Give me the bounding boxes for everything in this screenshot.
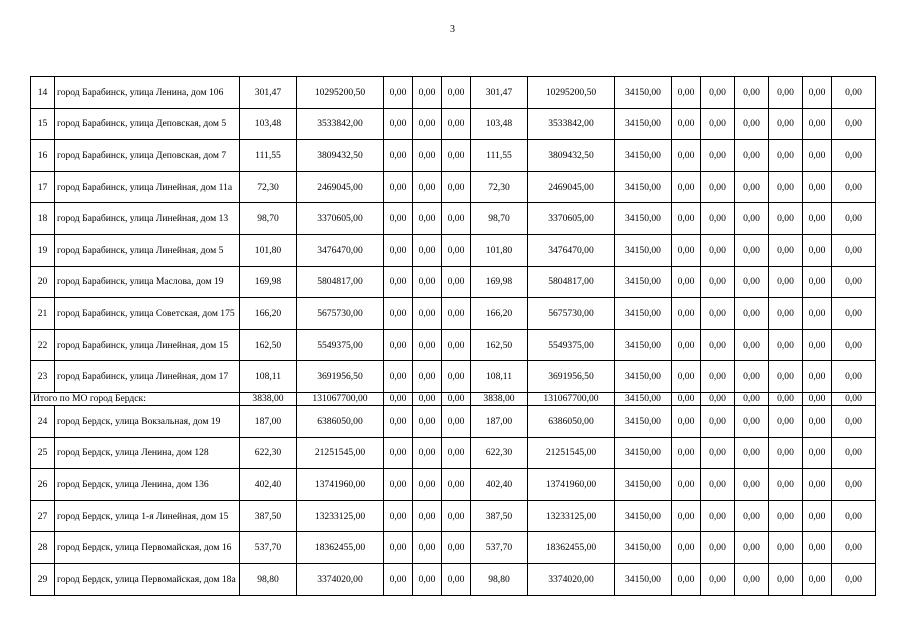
value-cell: 0,00 bbox=[769, 77, 803, 109]
table-row bbox=[31, 77, 876, 109]
value-cell: 98,80 bbox=[240, 563, 297, 595]
value-cell: 0,00 bbox=[384, 140, 413, 172]
value-cell: 0,00 bbox=[413, 140, 442, 172]
total-cell: 131067700,00 bbox=[528, 392, 615, 405]
value-cell: 0,00 bbox=[832, 266, 876, 298]
address-cell: город Барабинск, улица Деповская, дом 7 bbox=[55, 140, 240, 172]
value-cell: 13233125,00 bbox=[528, 500, 615, 532]
row-number-cell: 29 bbox=[31, 563, 55, 595]
table-row bbox=[31, 266, 876, 298]
value-cell: 0,00 bbox=[672, 140, 701, 172]
value-cell: 0,00 bbox=[701, 77, 735, 109]
value-cell: 0,00 bbox=[769, 108, 803, 140]
total-row bbox=[31, 392, 876, 405]
value-cell: 0,00 bbox=[803, 563, 832, 595]
value-cell: 622,30 bbox=[240, 437, 297, 469]
value-cell: 0,00 bbox=[832, 405, 876, 437]
value-cell: 0,00 bbox=[735, 203, 769, 235]
value-cell: 5675730,00 bbox=[297, 298, 384, 330]
value-cell: 6386050,00 bbox=[528, 405, 615, 437]
value-cell: 0,00 bbox=[413, 469, 442, 501]
value-cell: 3370605,00 bbox=[297, 203, 384, 235]
value-cell: 387,50 bbox=[240, 500, 297, 532]
value-cell: 0,00 bbox=[384, 563, 413, 595]
value-cell: 0,00 bbox=[832, 108, 876, 140]
row-number-cell: 14 bbox=[31, 77, 55, 109]
value-cell: 0,00 bbox=[384, 469, 413, 501]
value-cell: 0,00 bbox=[769, 234, 803, 266]
value-cell: 72,30 bbox=[471, 171, 528, 203]
value-cell: 72,30 bbox=[240, 171, 297, 203]
value-cell: 0,00 bbox=[701, 405, 735, 437]
total-cell: 0,00 bbox=[442, 392, 471, 405]
value-cell: 0,00 bbox=[701, 171, 735, 203]
table-row bbox=[31, 203, 876, 235]
value-cell: 0,00 bbox=[735, 266, 769, 298]
value-cell: 0,00 bbox=[413, 77, 442, 109]
table-row bbox=[31, 469, 876, 501]
value-cell: 34150,00 bbox=[615, 500, 672, 532]
value-cell: 0,00 bbox=[832, 77, 876, 109]
value-cell: 101,80 bbox=[471, 234, 528, 266]
address-cell: город Бердск, улица Ленина, дом 136 bbox=[55, 469, 240, 501]
value-cell: 622,30 bbox=[471, 437, 528, 469]
value-cell: 5549375,00 bbox=[297, 329, 384, 361]
value-cell: 0,00 bbox=[413, 361, 442, 393]
value-cell: 0,00 bbox=[701, 108, 735, 140]
value-cell: 34150,00 bbox=[615, 329, 672, 361]
total-cell: 0,00 bbox=[769, 392, 803, 405]
total-cell: 131067700,00 bbox=[297, 392, 384, 405]
address-cell: город Бердск, улица Первомайская, дом 18а bbox=[55, 563, 240, 595]
total-label: Итого по МО город Бердск: bbox=[31, 392, 240, 405]
table-row bbox=[31, 437, 876, 469]
value-cell: 0,00 bbox=[735, 500, 769, 532]
value-cell: 537,70 bbox=[471, 532, 528, 564]
total-cell: 0,00 bbox=[735, 392, 769, 405]
table-body-before bbox=[31, 77, 876, 393]
value-cell: 0,00 bbox=[832, 171, 876, 203]
value-cell: 3370605,00 bbox=[528, 203, 615, 235]
value-cell: 0,00 bbox=[735, 532, 769, 564]
value-cell: 0,00 bbox=[384, 532, 413, 564]
value-cell: 0,00 bbox=[803, 361, 832, 393]
value-cell: 0,00 bbox=[803, 171, 832, 203]
value-cell: 0,00 bbox=[701, 437, 735, 469]
row-number-cell: 16 bbox=[31, 140, 55, 172]
value-cell: 0,00 bbox=[413, 266, 442, 298]
value-cell: 0,00 bbox=[701, 563, 735, 595]
value-cell: 0,00 bbox=[803, 469, 832, 501]
value-cell: 101,80 bbox=[240, 234, 297, 266]
table-row bbox=[31, 329, 876, 361]
table-row bbox=[31, 234, 876, 266]
value-cell: 0,00 bbox=[413, 108, 442, 140]
value-cell: 0,00 bbox=[384, 329, 413, 361]
value-cell: 537,70 bbox=[240, 532, 297, 564]
value-cell: 0,00 bbox=[769, 500, 803, 532]
value-cell: 162,50 bbox=[240, 329, 297, 361]
value-cell: 111,55 bbox=[240, 140, 297, 172]
value-cell: 0,00 bbox=[701, 532, 735, 564]
value-cell: 0,00 bbox=[803, 234, 832, 266]
total-cell: 0,00 bbox=[803, 392, 832, 405]
value-cell: 0,00 bbox=[672, 500, 701, 532]
value-cell: 3691956,50 bbox=[528, 361, 615, 393]
register-table bbox=[30, 76, 876, 596]
value-cell: 0,00 bbox=[735, 563, 769, 595]
value-cell: 6386050,00 bbox=[297, 405, 384, 437]
value-cell: 0,00 bbox=[384, 171, 413, 203]
value-cell: 34150,00 bbox=[615, 203, 672, 235]
value-cell: 18362455,00 bbox=[297, 532, 384, 564]
value-cell: 5675730,00 bbox=[528, 298, 615, 330]
value-cell: 0,00 bbox=[442, 361, 471, 393]
value-cell: 98,70 bbox=[471, 203, 528, 235]
value-cell: 0,00 bbox=[672, 469, 701, 501]
address-cell: город Бердск, улица Первомайская, дом 16 bbox=[55, 532, 240, 564]
value-cell: 0,00 bbox=[672, 437, 701, 469]
value-cell: 108,11 bbox=[471, 361, 528, 393]
row-number-cell: 19 bbox=[31, 234, 55, 266]
value-cell: 0,00 bbox=[384, 234, 413, 266]
value-cell: 3374020,00 bbox=[297, 563, 384, 595]
value-cell: 0,00 bbox=[413, 405, 442, 437]
value-cell: 0,00 bbox=[735, 77, 769, 109]
value-cell: 0,00 bbox=[832, 563, 876, 595]
value-cell: 0,00 bbox=[832, 298, 876, 330]
value-cell: 3691956,50 bbox=[297, 361, 384, 393]
value-cell: 34150,00 bbox=[615, 171, 672, 203]
total-cell: 0,00 bbox=[384, 392, 413, 405]
value-cell: 34150,00 bbox=[615, 361, 672, 393]
value-cell: 0,00 bbox=[803, 140, 832, 172]
value-cell: 0,00 bbox=[442, 234, 471, 266]
value-cell: 0,00 bbox=[803, 500, 832, 532]
value-cell: 0,00 bbox=[442, 171, 471, 203]
value-cell: 187,00 bbox=[240, 405, 297, 437]
table-body-after bbox=[31, 405, 876, 595]
value-cell: 21251545,00 bbox=[297, 437, 384, 469]
value-cell: 387,50 bbox=[471, 500, 528, 532]
value-cell: 0,00 bbox=[803, 108, 832, 140]
value-cell: 0,00 bbox=[413, 563, 442, 595]
address-cell: город Барабинск, улица Линейная, дом 11а bbox=[55, 171, 240, 203]
table-row bbox=[31, 298, 876, 330]
value-cell: 5804817,00 bbox=[528, 266, 615, 298]
value-cell: 0,00 bbox=[442, 437, 471, 469]
value-cell: 0,00 bbox=[672, 298, 701, 330]
total-cell: 3838,00 bbox=[240, 392, 297, 405]
value-cell: 0,00 bbox=[735, 437, 769, 469]
row-number-cell: 15 bbox=[31, 108, 55, 140]
value-cell: 0,00 bbox=[413, 532, 442, 564]
value-cell: 103,48 bbox=[471, 108, 528, 140]
value-cell: 34150,00 bbox=[615, 469, 672, 501]
value-cell: 0,00 bbox=[803, 203, 832, 235]
value-cell: 0,00 bbox=[672, 77, 701, 109]
address-cell: город Бердск, улица Вокзальная, дом 19 bbox=[55, 405, 240, 437]
value-cell: 162,50 bbox=[471, 329, 528, 361]
value-cell: 21251545,00 bbox=[528, 437, 615, 469]
value-cell: 34150,00 bbox=[615, 532, 672, 564]
value-cell: 0,00 bbox=[769, 329, 803, 361]
value-cell: 13233125,00 bbox=[297, 500, 384, 532]
value-cell: 0,00 bbox=[672, 234, 701, 266]
value-cell: 0,00 bbox=[832, 203, 876, 235]
total-cell: 3838,00 bbox=[471, 392, 528, 405]
value-cell: 0,00 bbox=[384, 77, 413, 109]
value-cell: 169,98 bbox=[240, 266, 297, 298]
table-row bbox=[31, 108, 876, 140]
value-cell: 0,00 bbox=[672, 203, 701, 235]
value-cell: 0,00 bbox=[413, 437, 442, 469]
address-cell: город Барабинск, улица Деповская, дом 5 bbox=[55, 108, 240, 140]
row-number-cell: 24 bbox=[31, 405, 55, 437]
value-cell: 0,00 bbox=[413, 329, 442, 361]
value-cell: 0,00 bbox=[672, 405, 701, 437]
value-cell: 3476470,00 bbox=[528, 234, 615, 266]
value-cell: 0,00 bbox=[832, 437, 876, 469]
row-number-cell: 28 bbox=[31, 532, 55, 564]
value-cell: 0,00 bbox=[832, 140, 876, 172]
address-cell: город Барабинск, улица Линейная, дом 15 bbox=[55, 329, 240, 361]
value-cell: 0,00 bbox=[735, 234, 769, 266]
value-cell: 0,00 bbox=[735, 405, 769, 437]
value-cell: 0,00 bbox=[803, 266, 832, 298]
value-cell: 34150,00 bbox=[615, 266, 672, 298]
table-row bbox=[31, 171, 876, 203]
value-cell: 34150,00 bbox=[615, 437, 672, 469]
address-cell: город Барабинск, улица Линейная, дом 5 bbox=[55, 234, 240, 266]
row-number-cell: 17 bbox=[31, 171, 55, 203]
value-cell: 0,00 bbox=[769, 203, 803, 235]
total-cell: 0,00 bbox=[413, 392, 442, 405]
value-cell: 0,00 bbox=[701, 329, 735, 361]
value-cell: 3533842,00 bbox=[297, 108, 384, 140]
value-cell: 0,00 bbox=[735, 329, 769, 361]
value-cell: 0,00 bbox=[442, 500, 471, 532]
value-cell: 5804817,00 bbox=[297, 266, 384, 298]
value-cell: 34150,00 bbox=[615, 108, 672, 140]
table-row bbox=[31, 500, 876, 532]
row-number-cell: 18 bbox=[31, 203, 55, 235]
value-cell: 0,00 bbox=[672, 108, 701, 140]
value-cell: 0,00 bbox=[735, 469, 769, 501]
value-cell: 0,00 bbox=[769, 361, 803, 393]
value-cell: 0,00 bbox=[701, 500, 735, 532]
value-cell: 3374020,00 bbox=[528, 563, 615, 595]
value-cell: 3809432,50 bbox=[528, 140, 615, 172]
value-cell: 0,00 bbox=[701, 203, 735, 235]
value-cell: 0,00 bbox=[384, 266, 413, 298]
value-cell: 0,00 bbox=[413, 500, 442, 532]
value-cell: 0,00 bbox=[832, 361, 876, 393]
table-row bbox=[31, 140, 876, 172]
value-cell: 108,11 bbox=[240, 361, 297, 393]
table-row bbox=[31, 405, 876, 437]
row-number-cell: 25 bbox=[31, 437, 55, 469]
value-cell: 0,00 bbox=[803, 405, 832, 437]
value-cell: 103,48 bbox=[240, 108, 297, 140]
total-cell: 34150,00 bbox=[615, 392, 672, 405]
row-number-cell: 22 bbox=[31, 329, 55, 361]
value-cell: 34150,00 bbox=[615, 77, 672, 109]
address-cell: город Барабинск, улица Ленина, дом 106 bbox=[55, 77, 240, 109]
value-cell: 0,00 bbox=[701, 140, 735, 172]
value-cell: 0,00 bbox=[803, 532, 832, 564]
row-number-cell: 20 bbox=[31, 266, 55, 298]
value-cell: 169,98 bbox=[471, 266, 528, 298]
value-cell: 0,00 bbox=[769, 469, 803, 501]
value-cell: 0,00 bbox=[701, 298, 735, 330]
value-cell: 0,00 bbox=[442, 532, 471, 564]
value-cell: 0,00 bbox=[735, 140, 769, 172]
value-cell: 98,70 bbox=[240, 203, 297, 235]
value-cell: 0,00 bbox=[832, 469, 876, 501]
value-cell: 0,00 bbox=[701, 361, 735, 393]
value-cell: 3476470,00 bbox=[297, 234, 384, 266]
value-cell: 2469045,00 bbox=[528, 171, 615, 203]
value-cell: 0,00 bbox=[701, 469, 735, 501]
value-cell: 3809432,50 bbox=[297, 140, 384, 172]
value-cell: 187,00 bbox=[471, 405, 528, 437]
value-cell: 0,00 bbox=[735, 171, 769, 203]
value-cell: 0,00 bbox=[769, 437, 803, 469]
value-cell: 0,00 bbox=[413, 298, 442, 330]
value-cell: 34150,00 bbox=[615, 405, 672, 437]
value-cell: 0,00 bbox=[769, 563, 803, 595]
value-cell: 0,00 bbox=[769, 266, 803, 298]
address-cell: город Барабинск, улица Советская, дом 175 bbox=[55, 298, 240, 330]
row-number-cell: 23 bbox=[31, 361, 55, 393]
value-cell: 98,80 bbox=[471, 563, 528, 595]
value-cell: 402,40 bbox=[471, 469, 528, 501]
value-cell: 0,00 bbox=[384, 108, 413, 140]
value-cell: 18362455,00 bbox=[528, 532, 615, 564]
value-cell: 0,00 bbox=[413, 234, 442, 266]
value-cell: 0,00 bbox=[769, 140, 803, 172]
value-cell: 0,00 bbox=[384, 500, 413, 532]
value-cell: 0,00 bbox=[413, 203, 442, 235]
value-cell: 5549375,00 bbox=[528, 329, 615, 361]
value-cell: 34150,00 bbox=[615, 234, 672, 266]
value-cell: 0,00 bbox=[442, 108, 471, 140]
value-cell: 0,00 bbox=[384, 203, 413, 235]
address-cell: город Бердск, улица Ленина, дом 128 bbox=[55, 437, 240, 469]
value-cell: 301,47 bbox=[471, 77, 528, 109]
row-number-cell: 21 bbox=[31, 298, 55, 330]
total-cell: 0,00 bbox=[832, 392, 876, 405]
table-row bbox=[31, 532, 876, 564]
value-cell: 0,00 bbox=[672, 361, 701, 393]
value-cell: 166,20 bbox=[240, 298, 297, 330]
value-cell: 34150,00 bbox=[615, 298, 672, 330]
value-cell: 0,00 bbox=[672, 532, 701, 564]
value-cell: 402,40 bbox=[240, 469, 297, 501]
value-cell: 0,00 bbox=[832, 500, 876, 532]
value-cell: 0,00 bbox=[769, 405, 803, 437]
address-cell: город Барабинск, улица Линейная, дом 17 bbox=[55, 361, 240, 393]
value-cell: 0,00 bbox=[384, 298, 413, 330]
value-cell: 0,00 bbox=[672, 266, 701, 298]
row-number-cell: 27 bbox=[31, 500, 55, 532]
value-cell: 2469045,00 bbox=[297, 171, 384, 203]
value-cell: 34150,00 bbox=[615, 563, 672, 595]
value-cell: 0,00 bbox=[442, 563, 471, 595]
value-cell: 10295200,50 bbox=[297, 77, 384, 109]
value-cell: 3533842,00 bbox=[528, 108, 615, 140]
value-cell: 0,00 bbox=[701, 266, 735, 298]
value-cell: 0,00 bbox=[735, 298, 769, 330]
value-cell: 0,00 bbox=[803, 329, 832, 361]
value-cell: 301,47 bbox=[240, 77, 297, 109]
total-cell: 0,00 bbox=[672, 392, 701, 405]
value-cell: 0,00 bbox=[413, 171, 442, 203]
value-cell: 0,00 bbox=[769, 171, 803, 203]
page-number: 3 bbox=[450, 24, 455, 35]
value-cell: 0,00 bbox=[442, 140, 471, 172]
value-cell: 0,00 bbox=[442, 203, 471, 235]
value-cell: 34150,00 bbox=[615, 140, 672, 172]
value-cell: 13741960,00 bbox=[528, 469, 615, 501]
value-cell: 0,00 bbox=[672, 563, 701, 595]
row-number-cell: 26 bbox=[31, 469, 55, 501]
table-row bbox=[31, 563, 876, 595]
value-cell: 0,00 bbox=[384, 437, 413, 469]
value-cell: 0,00 bbox=[442, 266, 471, 298]
value-cell: 0,00 bbox=[442, 329, 471, 361]
value-cell: 0,00 bbox=[803, 437, 832, 469]
value-cell: 0,00 bbox=[832, 234, 876, 266]
total-cell: 0,00 bbox=[701, 392, 735, 405]
address-cell: город Барабинск, улица Линейная, дом 13 bbox=[55, 203, 240, 235]
table-row bbox=[31, 361, 876, 393]
value-cell: 0,00 bbox=[384, 361, 413, 393]
value-cell: 0,00 bbox=[384, 405, 413, 437]
value-cell: 166,20 bbox=[471, 298, 528, 330]
value-cell: 13741960,00 bbox=[297, 469, 384, 501]
value-cell: 0,00 bbox=[735, 108, 769, 140]
value-cell: 0,00 bbox=[442, 77, 471, 109]
value-cell: 0,00 bbox=[803, 298, 832, 330]
value-cell: 0,00 bbox=[832, 329, 876, 361]
value-cell: 0,00 bbox=[672, 329, 701, 361]
value-cell: 0,00 bbox=[832, 532, 876, 564]
value-cell: 0,00 bbox=[442, 405, 471, 437]
value-cell: 0,00 bbox=[672, 171, 701, 203]
address-cell: город Барабинск, улица Маслова, дом 19 bbox=[55, 266, 240, 298]
value-cell: 0,00 bbox=[442, 469, 471, 501]
value-cell: 0,00 bbox=[803, 77, 832, 109]
value-cell: 0,00 bbox=[769, 532, 803, 564]
table-total bbox=[31, 392, 876, 405]
address-cell: город Бердск, улица 1-я Линейная, дом 15 bbox=[55, 500, 240, 532]
value-cell: 10295200,50 bbox=[528, 77, 615, 109]
value-cell: 0,00 bbox=[769, 298, 803, 330]
value-cell: 0,00 bbox=[701, 234, 735, 266]
value-cell: 0,00 bbox=[442, 298, 471, 330]
value-cell: 0,00 bbox=[735, 361, 769, 393]
value-cell: 111,55 bbox=[471, 140, 528, 172]
